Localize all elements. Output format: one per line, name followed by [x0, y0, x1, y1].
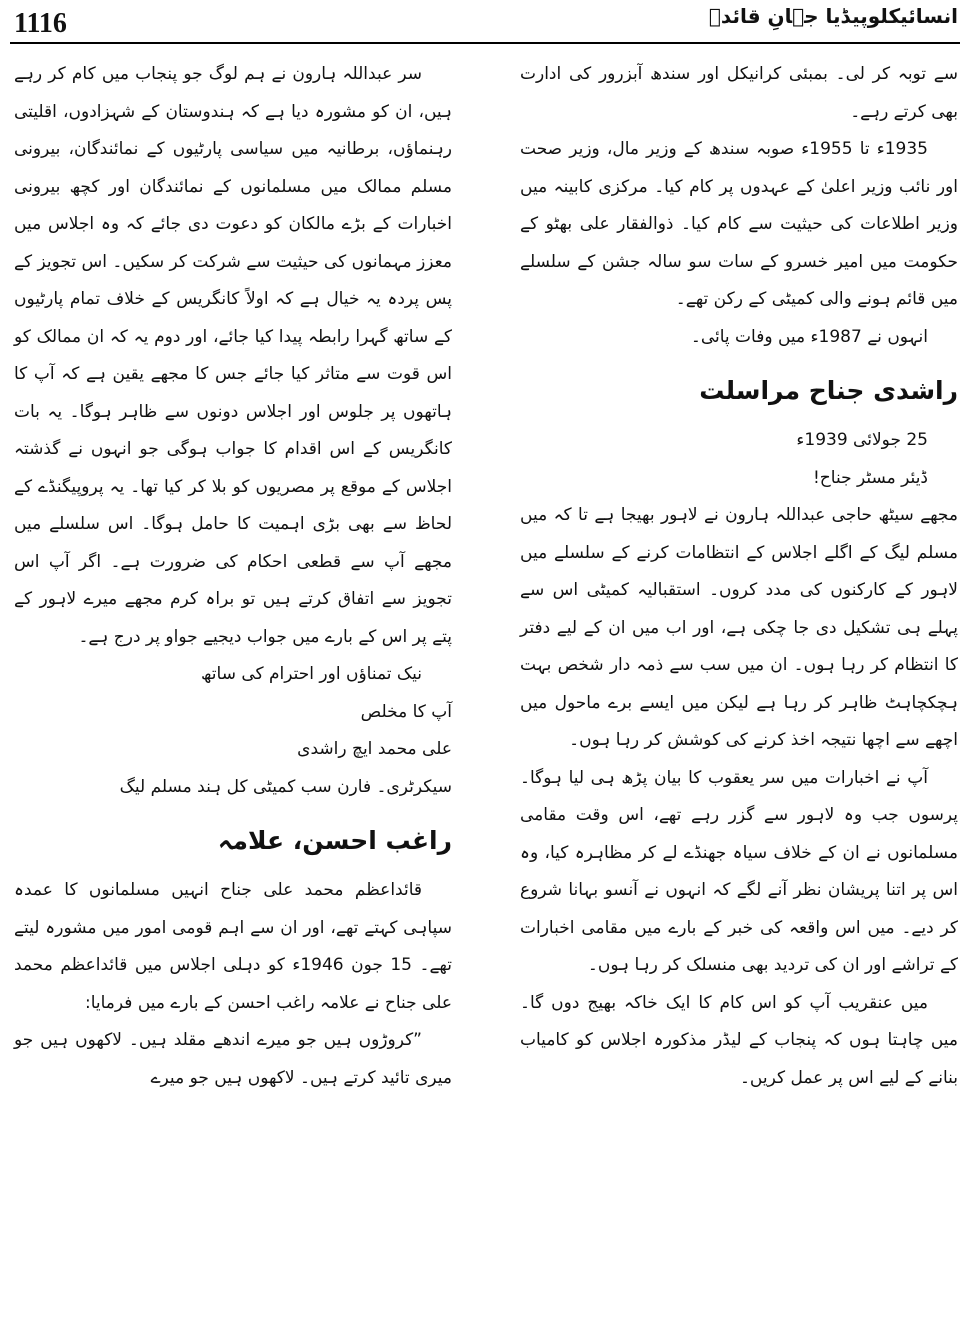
letter-closing: نیک تمناؤں اور احترام کی ساتھ	[201, 664, 422, 684]
entry-paragraph: قائداعظم محمد علی جناح انہیں مسلمانوں کا عمدہ سپاہی کہتے تھے، اور ان سے اہم قومی امور میں مشورہ لیتے تھے۔ 15 جون 1946ء کو دہلی اجلاس میں قائداعظم محمد علی جناح نے علامہ راغب احسن کے بارے میں فرمایا:	[14, 880, 452, 1013]
letter-salutation: ڈیئر مسٹر جناح!	[812, 467, 928, 488]
letter-yours-sincerely: آپ کا مخلص	[360, 701, 452, 722]
letter-date: 25 جولائی 1939ء	[796, 430, 928, 450]
death-paragraph: انہوں نے 1987ء میں وفات پائی۔	[690, 326, 928, 347]
header-rule	[10, 42, 960, 44]
letter-paragraph-2: آپ نے اخبارات میں سر یعقوب کا بیان پڑھ ہی لیا ہوگا۔ پرسوں جب وہ لاہور سے گزر رہے تھے، اس وقت مقامی مسلمانوں نے ان کے خلاف سیاہ جھنڈے لے کر مظاہرہ کیا، وہ اس پر اتنا پریشان نظر آنے لگے کہ انہوں نے آنسو بہانا شروع کر دیے۔ میں اس واقعہ کی خبر کے بارے میں مقامی اخبارات کے تراشے اور ان کی تردید بھی منسلک کر رہا ہوں۔	[520, 767, 958, 975]
running-title: انسائیکلوپیڈیا جہانِ قائدؒ	[708, 4, 958, 28]
page-number: 1116	[14, 8, 67, 39]
left-column	[14, 56, 452, 1343]
jinnah-quote: ”کروڑوں ہیں جو میرے اندھے مقلد ہیں۔ لاکھوں ہیں جو میری تائید کرتے ہیں۔ لاکھوں ہیں جو میرے	[14, 1030, 452, 1088]
letter-paragraph-1: مجھے سیٹھ حاجی عبداللہ ہارون نے لاہور بھیجا ہے تا کہ میں مسلم لیگ کے اگلے اجلاس کے انتظامات کرنے کے سلسلے میں لاہور کے کارکنوں کی مدد کروں۔ استقبالیہ کمیٹی اس سے پہلے ہی تشکیل دی جا چکی ہے، اور اب میں ان کے لیے دفتر کا انتظام کر رہا ہوں۔ ان میں سب سے ذمہ دار شخص بہت ہچکچاہٹ ظاہر کر رہا ہے لیکن میں ایسے برے ماحول میں اچھے سے اچھا نتیجہ اخذ کرنے کی کوشش کر رہا ہوں۔	[520, 505, 958, 750]
letter-paragraph-3: میں عنقریب آپ کو اس کام کا ایک خاکہ بھیج دوں گا۔ میں چاہتا ہوں کہ پنجاب کے لیڈر مذکورہ اجلاس کو کامیاب بنانے کے لیے اس پر عمل کریں۔	[520, 992, 958, 1088]
section-heading-raghib-ahsan: راغب احسن، علامہ	[217, 826, 452, 855]
page-header	[0, 0, 968, 46]
signatory-name: علی محمد ایچ راشدی	[297, 739, 452, 759]
right-column	[520, 56, 958, 1343]
career-paragraph: 1935ء تا 1955ء صوبہ سندھ کے وزیر مال، وزیر صحت اور نائب وزیر اعلیٰ کے عہدوں پر کام کیا۔ مرکزی کابینہ میں وزیر اطلاعات کی حیثیت سے کام کیا۔ ذوالفقار علی بھٹو کے حکومت میں امیر خسرو کے سات سو سالہ جشن کے سلسلے میں قائم ہونے والی کمیٹی کے رکن تھے۔	[520, 139, 958, 309]
signatory-title: سیکرٹری۔ فارن سب کمیٹی کل ہند مسلم لیگ	[119, 776, 452, 797]
letter-continuation: سر عبداللہ ہارون نے ہم لوگ جو پنجاب میں کام کر رہے ہیں، ان کو مشورہ دیا ہے کہ ہندوستان کے شہزادوں، اقلیتی رہنماؤں، برطانیہ میں سیاسی پارٹیوں کے نمائندگان، بیرونی مسلم ممالک میں مسلمانوں کے نمائندگان اور کچھ بیرونی اخبارات کے بڑے مالکان کو دعوت دی جائے کہ وہ اجلاس میں معزز مہمانوں کی حیثیت سے شرکت کر سکیں۔ اس تجویز کے پس پردہ یہ خیال ہے کہ اولاً کانگریس کے خلاف تمام پارٹیوں کے ساتھ گہرا رابطہ پیدا کیا جائے، اور دوم یہ کہ ان ممالک کو اس قوت سے متاثر کیا جائے جس کا مجھے یقین ہے کہ آپ کا ہاتھوں پر جلوس اور اجلاس دونوں سے ظاہر ہوگا۔ یہ بات کانگریس کے اس اقدام کا جواب ہوگی جو انہوں نے گذشتہ اجلاس کے موقع پر مصریوں کو بلا کر کیا تھا۔ یہ پروپیگنڈے کے لحاظ سے بھی بڑی اہمیت کا حامل ہوگا۔ اس سلسلے میں مجھے آپ سے قطعی احکام کی ضرورت ہے۔ اگر آپ اس تجویز سے اتفاق کرتے ہیں تو براہ کرم مجھے میرے لاہور کے پتے پر اس کے بارے میں جواب دیجیے جواو پر درج ہے۔	[14, 64, 452, 647]
section-heading-rashdi-jinnah: راشدی جناح مراسلت	[699, 376, 958, 405]
intro-paragraph: سے توبہ کر لی۔ بمبئی کرانیکل اور سندھ آبزرور کی ادارت بھی کرتے رہے۔	[520, 64, 958, 122]
